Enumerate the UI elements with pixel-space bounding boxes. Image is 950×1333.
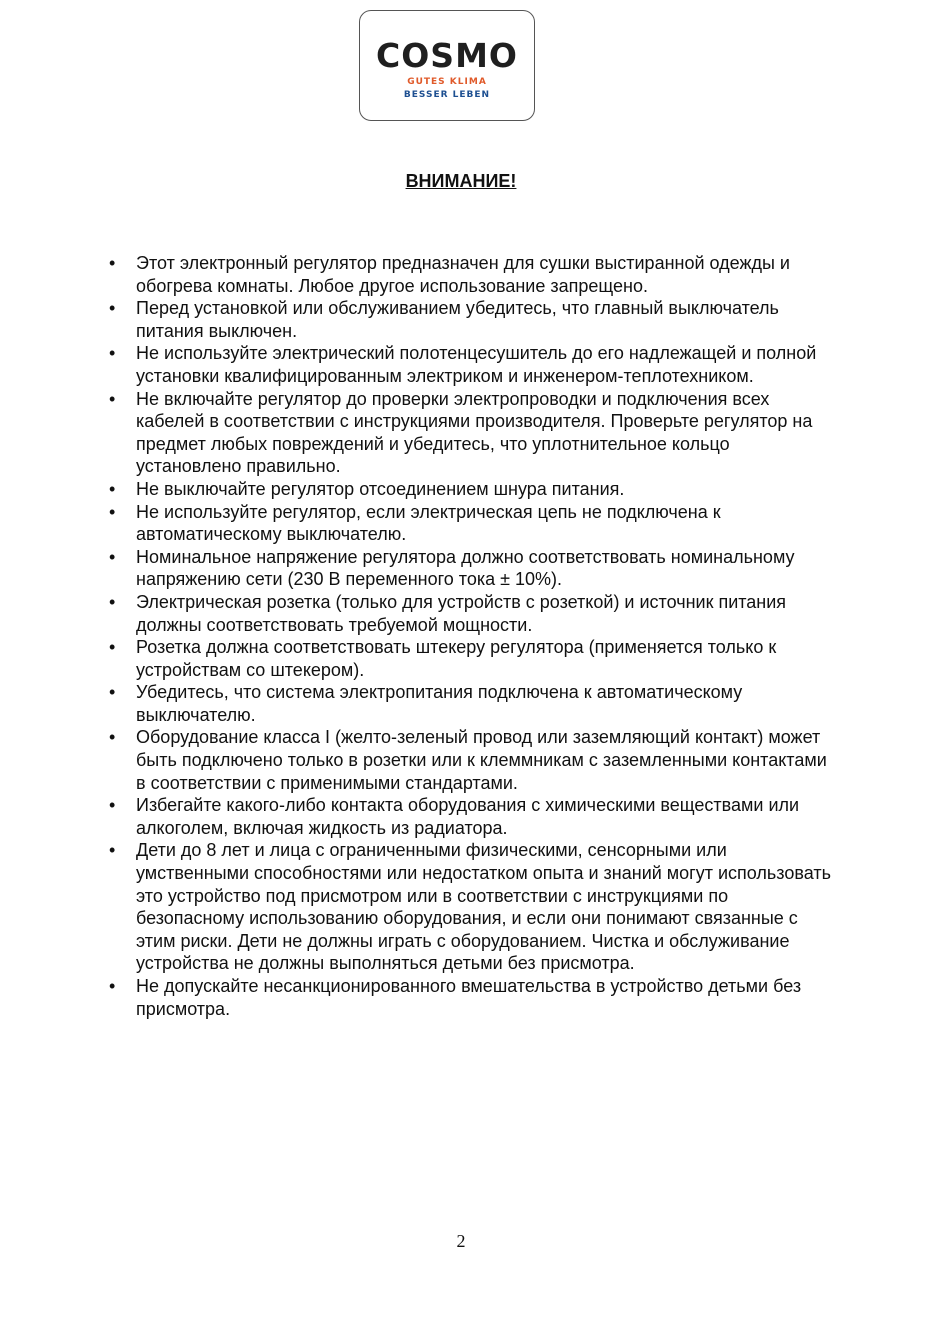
list-item-text: Не выключайте регулятор отсоединением шнура питания. <box>136 478 625 499</box>
list-item <box>109 839 836 975</box>
list-item <box>109 681 836 726</box>
list-item-text: Дети до 8 лет и лица с ограниченными физическими, сенсорными или умственными способностями или недостатком опыта и знаний могут использовать это устройство под присмотром или в соответствии с инструкциями по безопасному использованию оборудования, и если они понимают связанные с этим риски. Дети не должны играть с оборудованием. Чистка и обслуживание устройства не должны выполняться детьми без присмотра. <box>136 840 831 974</box>
list-item-text: Перед установкой или обслуживанием убедитесь, что главный выключатель питания выключен. <box>136 298 779 341</box>
list-item <box>109 388 836 478</box>
bullet-icon: • <box>109 795 116 816</box>
list-item-text: Электрическая розетка (только для устройств с розеткой) и источник питания должны соответствовать требуемой мощности. <box>136 591 787 635</box>
bullet-icon: • <box>109 478 116 499</box>
list-item-text: Не допускайте несанкционированного вмешательства в устройство детьми без присмотра. <box>136 976 802 1019</box>
list-item <box>109 252 836 297</box>
bullet-icon: • <box>109 727 116 748</box>
page-number: 2 <box>456 1231 466 1251</box>
bullet-icon: • <box>109 637 116 658</box>
list-item <box>109 636 836 681</box>
list-item-text: Убедитесь, что система электропитания подключена к автоматическому выключателю. <box>136 682 743 725</box>
bullet-icon: • <box>109 253 116 273</box>
list-item-text: Этот электронный регулятор предназначен для сушки выстиранной одежды и обогрева комнаты. Любое другое использование запрещено. <box>136 253 790 296</box>
list-item-text: Оборудование класса I (желто-зеленый провод или заземляющий контакт) может быть подключено только в розетки или к клеммникам с заземленными контактами в соответствии с применимыми стандартами. <box>136 727 827 793</box>
list-item <box>109 546 836 591</box>
list-item <box>109 794 836 839</box>
list-item <box>109 591 836 636</box>
logo-tagline-2: BESSER LEBEN <box>403 90 491 100</box>
list-item <box>109 297 836 342</box>
logo-brand: COSMO <box>376 36 518 75</box>
bullet-icon: • <box>109 388 116 409</box>
bullet-icon: • <box>109 298 116 319</box>
bullet-icon: • <box>109 840 116 861</box>
bullet-icon: • <box>109 591 116 612</box>
list-item <box>109 726 836 794</box>
bullet-icon: • <box>109 546 116 567</box>
page-title: ВНИМАНИЕ! <box>405 171 517 191</box>
list-item-text: Не включайте регулятор до проверки электропроводки и подключения всех кабелей в соответствии с инструкциями производителя. Проверьте регулятор на предмет любых повреждений и убедитесь, что уплотнительное кольцо установлено правильно. <box>136 388 813 477</box>
list-item <box>109 342 836 387</box>
list-item <box>109 975 836 1020</box>
cosmo-logo <box>359 10 535 121</box>
list-item-text: Не используйте электрический полотенцесушитель до его надлежащей и полной установки квалифицированным электриком и инженером-теплотехником. <box>136 343 817 386</box>
list-item-text: Не используйте регулятор, если электрическая цепь не подключена к автоматическому выключателю. <box>136 501 721 545</box>
list-item-text: Розетка должна соответствовать штекеру регулятора (применяется только к устройствам со штекером). <box>136 637 777 680</box>
bullet-icon: • <box>109 501 116 522</box>
bullet-icon: • <box>109 343 116 364</box>
list-item <box>109 478 836 501</box>
warning-list <box>109 252 836 1020</box>
list-item <box>109 501 836 546</box>
logo-tagline-1: GUTES KLIMA <box>407 77 487 87</box>
bullet-icon: • <box>109 976 116 996</box>
list-item-text: Номинальное напряжение регулятора должно соответствовать номинальному напряжению сети (230 В переменного тока ± 10%). <box>136 546 795 590</box>
list-item-text: Избегайте какого-либо контакта оборудования с химическими веществами или алкоголем, включая жидкость из радиатора. <box>136 795 800 838</box>
bullet-icon: • <box>109 682 116 703</box>
